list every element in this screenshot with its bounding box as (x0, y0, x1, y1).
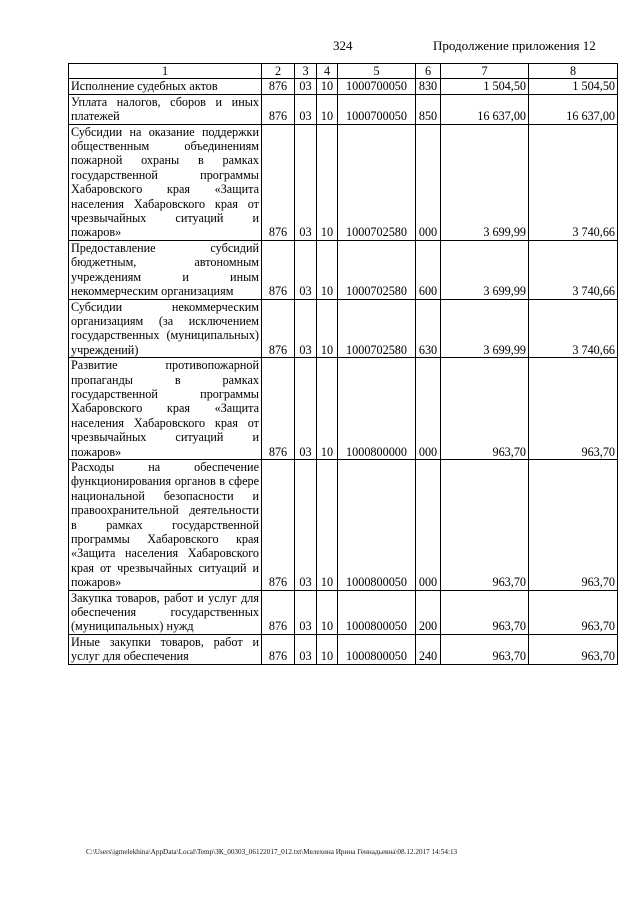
column-header: 2 (262, 64, 295, 79)
expense-type-cell: 850 (416, 94, 441, 124)
amount-year2-cell: 3 740,66 (529, 240, 618, 299)
amount-year2-cell: 963,70 (529, 590, 618, 634)
subsection-cell: 10 (317, 358, 338, 460)
row-name-cell: Уплата налогов, сборов и иных платежей (69, 94, 262, 124)
column-header: 1 (69, 64, 262, 79)
amount-year2-cell: 963,70 (529, 634, 618, 664)
row-name-cell: Закупка товаров, работ и услуг для обеспечения государственных (муниципальных) нужд (69, 590, 262, 634)
amount-year2-cell: 16 637,00 (529, 94, 618, 124)
row-name-cell: Субсидии на оказание поддержки общественным объединениям пожарной охраны в рамках государственной программы Хабаровского края «Защита населения Хабаровского края от чрезвычайных ситуаций и пожаров» (69, 124, 262, 240)
target-article-cell: 1000800050 (338, 459, 416, 590)
amount-year1-cell: 3 699,99 (441, 124, 529, 240)
row-name-cell: Субсидии некоммерческим организациям (за исключением государственных (муниципальных) учреждений) (69, 299, 262, 358)
column-header: 4 (317, 64, 338, 79)
subsection-cell: 10 (317, 124, 338, 240)
target-article-cell: 1000702580 (338, 240, 416, 299)
table-row (69, 358, 618, 460)
section-cell: 03 (295, 94, 317, 124)
target-article-cell: 1000702580 (338, 124, 416, 240)
target-article-cell: 1000700050 (338, 94, 416, 124)
amount-year1-cell: 3 699,99 (441, 299, 529, 358)
row-name-cell: Развитие противопожарной пропаганды в рамках государственной программы Хабаровского края «Защита населения Хабаровского края от чрезвычайных ситуаций и пожаров» (69, 358, 262, 460)
table-row (69, 459, 618, 590)
target-article-cell: 1000702580 (338, 299, 416, 358)
admin-code-cell: 876 (262, 299, 295, 358)
column-header: 3 (295, 64, 317, 79)
expense-type-cell: 000 (416, 358, 441, 460)
table-row (69, 79, 618, 94)
amount-year1-cell: 1 504,50 (441, 79, 529, 94)
section-cell: 03 (295, 590, 317, 634)
section-cell: 03 (295, 299, 317, 358)
admin-code-cell: 876 (262, 634, 295, 664)
admin-code-cell: 876 (262, 358, 295, 460)
row-name-cell: Иные закупки товаров, работ и услуг для обеспечения (69, 634, 262, 664)
section-cell: 03 (295, 124, 317, 240)
expense-type-cell: 240 (416, 634, 441, 664)
section-cell: 03 (295, 240, 317, 299)
amount-year2-cell: 3 740,66 (529, 124, 618, 240)
admin-code-cell: 876 (262, 124, 295, 240)
admin-code-cell: 876 (262, 79, 295, 94)
target-article-cell: 1000700050 (338, 79, 416, 94)
continuation-title: Продолжение приложения 12 (433, 38, 596, 53)
row-name-cell: Исполнение судебных актов (69, 79, 262, 94)
expense-type-cell: 630 (416, 299, 441, 358)
admin-code-cell: 876 (262, 94, 295, 124)
amount-year2-cell: 963,70 (529, 358, 618, 460)
expense-type-cell: 200 (416, 590, 441, 634)
section-cell: 03 (295, 634, 317, 664)
section-cell: 03 (295, 459, 317, 590)
target-article-cell: 1000800050 (338, 590, 416, 634)
expense-type-cell: 000 (416, 124, 441, 240)
table-row (69, 299, 618, 358)
target-article-cell: 1000800050 (338, 634, 416, 664)
amount-year1-cell: 3 699,99 (441, 240, 529, 299)
column-header: 8 (529, 64, 618, 79)
amount-year2-cell: 3 740,66 (529, 299, 618, 358)
page-number: 324 (333, 38, 353, 53)
section-cell: 03 (295, 358, 317, 460)
target-article-cell: 1000800000 (338, 358, 416, 460)
subsection-cell: 10 (317, 634, 338, 664)
amount-year1-cell: 963,70 (441, 634, 529, 664)
file-path-footer: C:\Users\igmelekhina\AppData\Local\Temp\ЗК_00303_06122017_012.txt\Мелехина Ирина Геннадьевна\08.12.2017 14:54:13 (86, 848, 458, 856)
expense-type-cell: 000 (416, 459, 441, 590)
subsection-cell: 10 (317, 240, 338, 299)
table-row (69, 240, 618, 299)
amount-year1-cell: 963,70 (441, 459, 529, 590)
table-row (69, 634, 618, 664)
column-header: 6 (416, 64, 441, 79)
row-name-cell: Предоставление субсидий бюджетным, автономным учреждениям и иным некоммерческим организациям (69, 240, 262, 299)
column-number-row (69, 64, 618, 79)
subsection-cell: 10 (317, 459, 338, 590)
amount-year2-cell: 963,70 (529, 459, 618, 590)
section-cell: 03 (295, 79, 317, 94)
column-header: 7 (441, 64, 529, 79)
subsection-cell: 10 (317, 79, 338, 94)
admin-code-cell: 876 (262, 459, 295, 590)
expense-type-cell: 830 (416, 79, 441, 94)
admin-code-cell: 876 (262, 240, 295, 299)
table-row (69, 124, 618, 240)
table-row (69, 590, 618, 634)
subsection-cell: 10 (317, 590, 338, 634)
expense-type-cell: 600 (416, 240, 441, 299)
amount-year1-cell: 16 637,00 (441, 94, 529, 124)
admin-code-cell: 876 (262, 590, 295, 634)
subsection-cell: 10 (317, 299, 338, 358)
table-row (69, 94, 618, 124)
budget-table (68, 63, 618, 665)
subsection-cell: 10 (317, 94, 338, 124)
column-header: 5 (338, 64, 416, 79)
amount-year2-cell: 1 504,50 (529, 79, 618, 94)
amount-year1-cell: 963,70 (441, 590, 529, 634)
row-name-cell: Расходы на обеспечение функционирования органов в сфере национальной безопасности и правоохранительной деятельности в рамках государственной программы Хабаровского края «Защита населения Хабаровского края от чрезвычайных ситуаций и пожаров» (69, 459, 262, 590)
amount-year1-cell: 963,70 (441, 358, 529, 460)
